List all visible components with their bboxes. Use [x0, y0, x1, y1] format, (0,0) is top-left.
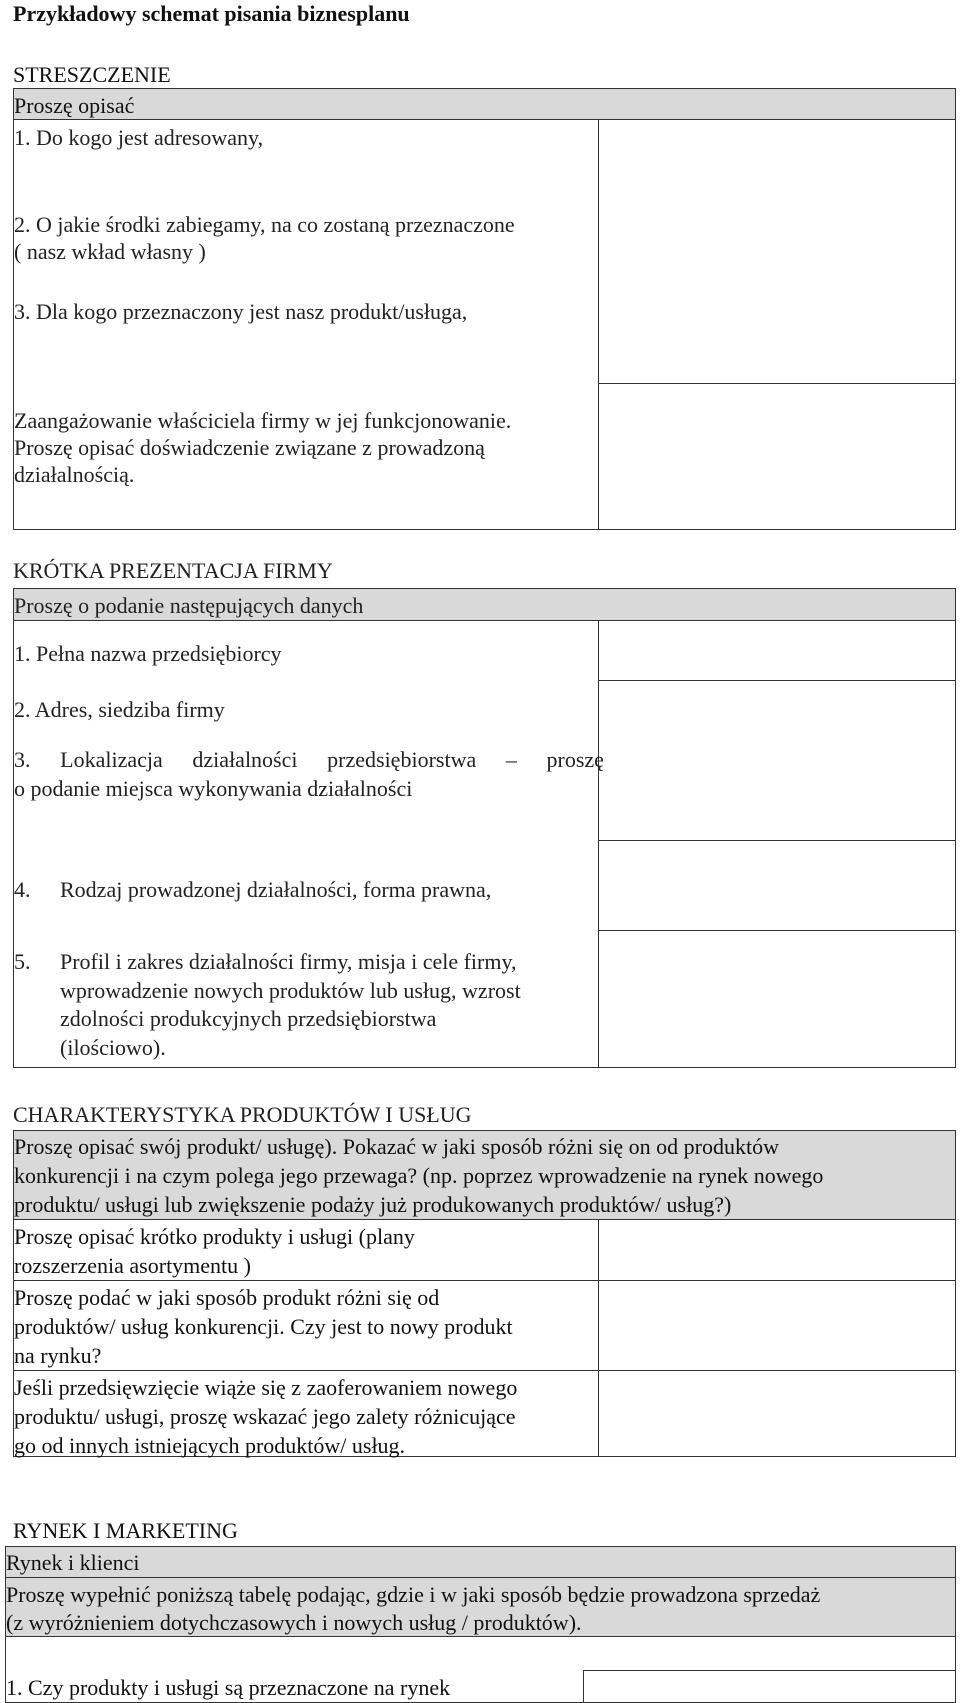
document-title: Przykładowy schemat pisania biznesplanu [13, 1, 410, 26]
section-heading-charakterystyka: CHARAKTERYSTYKA PRODUKTÓW I USŁUG [13, 1102, 472, 1127]
question-5-number: 5. [14, 949, 31, 974]
section-heading-streszczenie: STRESZCZENIE [13, 62, 171, 87]
question-1: Proszę opisać krótko produkty i usługi (plany [14, 1224, 415, 1249]
question-5-cont3: (ilościowo). [60, 1035, 166, 1060]
bar-text-line1: Proszę opisać swój produkt/ usługę). Pokazać w jaki sposób różni się on od produktów [14, 1134, 779, 1159]
question-1-cont: rozszerzenia asortymentu ) [14, 1253, 251, 1278]
question-2: 2. O jakie środki zabiegamy, na co zostaną przeznaczone [14, 212, 515, 237]
question-3-cont2: go od innych istniejących produktów/ usług. [14, 1433, 406, 1458]
question-2-cont: produktów/ usług konkurencji. Czy jest to nowy produkt [14, 1314, 513, 1339]
question-4-cont: Proszę opisać doświadczenie związane z prowadzoną [14, 435, 485, 460]
question-4-cont2: działalnością. [14, 462, 135, 487]
question-3-cont: o podanie miejsca wykonywania działalności [14, 776, 413, 801]
question-1: 1. Czy produkty i usługi są przeznaczone na rynek [6, 1675, 451, 1700]
bar-text-line2: (z wyróżnieniem dotychczasowych i nowych usług / produktów). [6, 1610, 582, 1635]
bar-label: Proszę o podanie następujących danych [14, 593, 364, 618]
question-2-cont2: na rynku? [14, 1343, 102, 1368]
question-2: Proszę podać w jaki sposób produkt różni się od [14, 1285, 440, 1310]
question-4: Zaangażowanie właściciela firmy w jej funkcjonowanie. [14, 408, 512, 433]
question-3: 3. Lokalizacja działalności przedsiębiorstwa – proszę [14, 747, 604, 772]
section-heading-rynek: RYNEK I MARKETING [13, 1518, 238, 1543]
bar-label-rynek-klienci: Rynek i klienci [6, 1550, 140, 1575]
question-4: Rodzaj prowadzonej działalności, forma prawna, [60, 877, 492, 902]
question-3: 3. Dla kogo przeznaczony jest nasz produkt/usługa, [14, 299, 468, 324]
question-2: 2. Adres, siedziba firmy [14, 697, 225, 722]
question-3-cont: produktu/ usługi, proszę wskazać jego zalety różnicujące [14, 1404, 516, 1429]
bar-text-line1: Proszę wypełnić poniższą tabelę podając, gdzie i w jaki sposób będzie prowadzona sprzedaż [6, 1582, 821, 1607]
question-5-cont2: zdolności produkcyjnych przedsiębiorstwa [60, 1006, 437, 1031]
bar-text-line3: produktu/ usługi lub zwiększenie podaży już produkowanych produktów/ usług?) [14, 1192, 732, 1217]
question-5-cont: wprowadzenie nowych produktów lub usług, wzrost [60, 978, 521, 1003]
question-1: 1. Do kogo jest adresowany, [14, 125, 264, 150]
bar-label: Proszę opisać [14, 93, 135, 118]
section-heading-prezentacja: KRÓTKA PREZENTACJA FIRMY [13, 558, 333, 583]
question-1: 1. Pełna nazwa przedsiębiorcy [14, 641, 282, 666]
question-2-cont: ( nasz wkład własny ) [14, 239, 206, 264]
question-3: Jeśli przedsięwzięcie wiąże się z zaoferowaniem nowego [14, 1375, 518, 1400]
question-4-number: 4. [14, 877, 31, 902]
question-5: Profil i zakres działalności firmy, misja i cele firmy, [60, 949, 517, 974]
bar-text-line2: konkurencji i na czym polega jego przewaga? (np. poprzez wprowadzenie na rynek nowego [14, 1163, 824, 1188]
